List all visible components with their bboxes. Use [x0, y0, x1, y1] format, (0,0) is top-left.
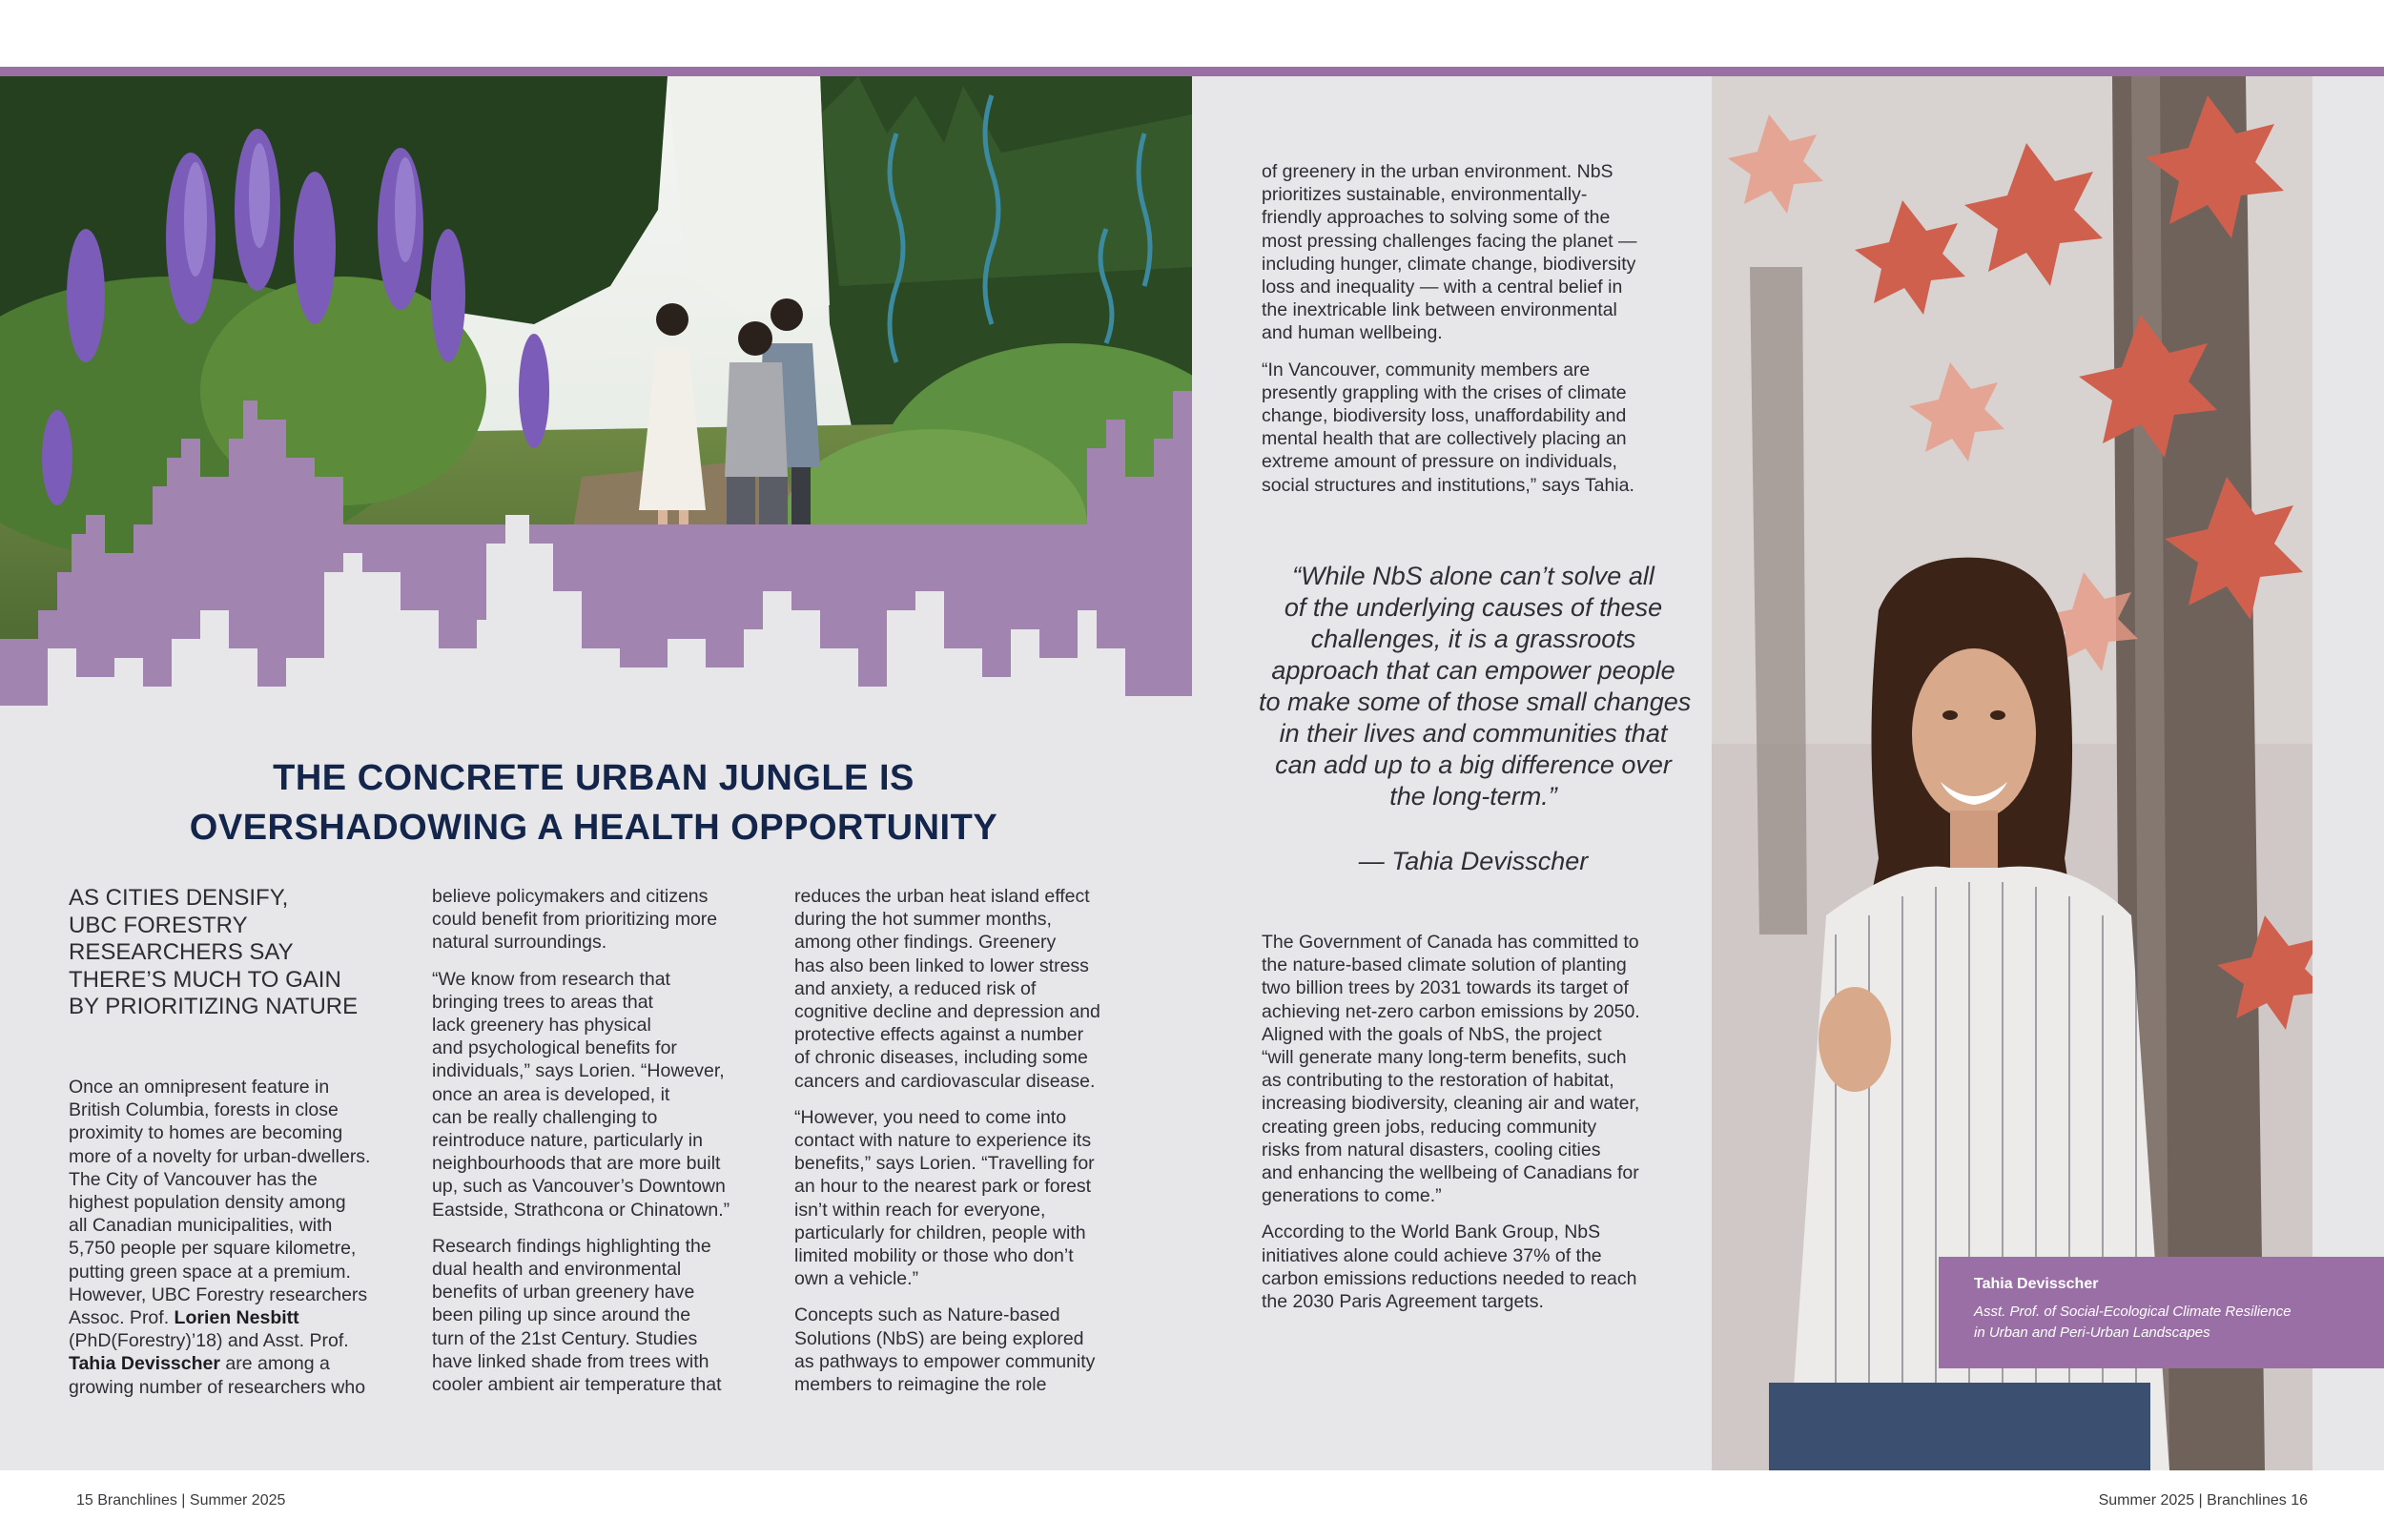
pull-quote-line: challenges, it is a grassroots	[1310, 625, 1636, 653]
paragraph	[69, 1076, 402, 1399]
text-line: creating green jobs, reducing community	[1262, 1116, 1597, 1138]
text-line: bringing trees to areas that	[432, 991, 653, 1013]
photo-caption	[1939, 1257, 2384, 1368]
text-line: “will generate many long-term benefits, such	[1262, 1047, 1627, 1069]
paragraph	[432, 885, 766, 955]
text-line: neighbourhoods that are more built	[432, 1153, 721, 1175]
text-line: 5,750 people per square kilometre,	[69, 1238, 357, 1260]
text-line: contact with nature to experience its	[794, 1130, 1092, 1152]
deck-line: RESEARCHERS SAY	[69, 939, 294, 965]
deck	[69, 885, 383, 1021]
text-line: the nature-based climate solution of planting	[1262, 955, 1627, 976]
paragraph	[794, 885, 1138, 1093]
text-line: highest population density among	[69, 1192, 346, 1214]
caption-role	[1974, 1302, 2367, 1344]
text-line: members to reimagine the role	[794, 1374, 1047, 1396]
text-fragment: Assoc. Prof.	[69, 1307, 175, 1329]
text-line: reduces the urban heat island effect	[794, 886, 1090, 907]
text-line: prioritizes sustainable, environmentally-	[1262, 184, 1588, 206]
text-line: two billion trees by 2031 towards its target of	[1262, 977, 1629, 999]
text-line: “In Vancouver, community members are	[1262, 359, 1591, 380]
text-line: loss and inequality — with a central belief in	[1262, 277, 1623, 298]
text-line: Solutions (NbS) are being explored	[794, 1327, 1084, 1349]
text-line: “However, you need to come into	[794, 1106, 1067, 1128]
body-column-2	[432, 885, 766, 1409]
text-line: friendly approaches to solving some of the	[1262, 207, 1611, 229]
pull-quote-line: of the underlying causes of these	[1284, 593, 1663, 622]
body-column-5	[1262, 931, 1681, 1326]
caption-role-line: Asst. Prof. of Social-Ecological Climate Resilience	[1974, 1304, 2292, 1320]
text-line: reintroduce nature, particularly in	[432, 1130, 703, 1152]
text-line: could benefit from prioritizing more	[432, 909, 718, 931]
accent-rule	[0, 67, 2384, 76]
deck-line: BY PRIORITIZING NATURE	[69, 994, 359, 1019]
text-line: isn’t within reach for everyone,	[794, 1199, 1046, 1221]
text-line: risks from natural disasters, cooling cities	[1262, 1139, 1601, 1160]
text-line: more of a novelty for urban-dwellers.	[69, 1145, 371, 1167]
pull-quote-line: can add up to a big difference over	[1275, 750, 1672, 779]
text-line: proximity to homes are becoming	[69, 1122, 343, 1144]
text-line: as pathways to empower community	[794, 1350, 1096, 1372]
paragraph	[794, 1106, 1138, 1291]
top-margin	[0, 0, 2384, 67]
deck-line: THERE’S MUCH TO GAIN	[69, 966, 341, 993]
text-line: own a vehicle.”	[794, 1268, 919, 1290]
text-line: mental health that are collectively placing an	[1262, 428, 1627, 450]
text-line: and enhancing the wellbeing of Canadians for	[1262, 1162, 1639, 1184]
paragraph	[432, 1235, 766, 1396]
paragraph	[1262, 1221, 1681, 1313]
text-line: extreme amount of pressure on individuals,	[1262, 451, 1617, 473]
text-line: believe policymakers and citizens	[432, 886, 709, 907]
deck-line: AS CITIES DENSIFY,	[69, 885, 289, 911]
text-line: the inextricable link between environmental	[1262, 299, 1617, 321]
researcher-name: Tahia Devisscher	[69, 1353, 220, 1375]
text-line: once an area is developed, it	[432, 1083, 670, 1105]
text-line: turn of the 21st Century. Studies	[432, 1327, 698, 1349]
text-line: According to the World Bank Group, NbS	[1262, 1222, 1601, 1243]
researcher-name: Lorien Nesbitt	[174, 1307, 299, 1329]
text-line: up, such as Vancouver’s Downtown	[432, 1176, 726, 1198]
text-line: cognitive decline and depression and	[794, 1001, 1100, 1023]
text-line: has also been linked to lower stress	[794, 955, 1089, 976]
text-line: Eastside, Strathcona or Chinatown.”	[432, 1199, 730, 1221]
text-line: limited mobility or those who don’t	[794, 1245, 1074, 1267]
text-line: of greenery in the urban environment. NbS	[1262, 161, 1613, 182]
caption-role-line: in Urban and Peri-Urban Landscapes	[1974, 1324, 2210, 1341]
text-line: during the hot summer months,	[794, 909, 1052, 931]
text-line: Aligned with the goals of NbS, the project	[1262, 1023, 1602, 1045]
pull-quote-line: to make some of those small changes	[1259, 688, 1692, 716]
headline	[76, 753, 1111, 852]
text-line: and psychological benefits for	[432, 1037, 677, 1059]
paragraph	[794, 1304, 1138, 1396]
text-line: generations to come.”	[1262, 1185, 1442, 1207]
text-line	[69, 1306, 402, 1329]
text-line: lack greenery has physical	[432, 1015, 651, 1037]
paragraph	[1262, 160, 1681, 345]
text-line: increasing biodiversity, cleaning air and water,	[1262, 1093, 1640, 1115]
text-line: all Canadian municipalities, with	[69, 1215, 333, 1237]
paragraph	[432, 968, 766, 1222]
paragraph	[1262, 931, 1681, 1207]
text-line: the 2030 Paris Agreement targets.	[1262, 1291, 1544, 1313]
text-line: dual health and environmental	[432, 1259, 682, 1281]
text-line: achieving net-zero carbon emissions by 2050.	[1262, 1000, 1640, 1022]
text-line: particularly for children, people with	[794, 1222, 1086, 1243]
text-line: natural surroundings.	[432, 932, 607, 954]
pull-quote-line: in their lives and communities that	[1279, 719, 1668, 748]
text-line: protective effects against a number	[794, 1024, 1084, 1046]
text-line: “We know from research that	[432, 968, 670, 990]
text-line: of chronic diseases, including some	[794, 1047, 1088, 1069]
headline-line: THE CONCRETE URBAN JUNGLE IS	[273, 758, 915, 798]
pull-quote-line: “While NbS alone can’t solve all	[1292, 562, 1654, 590]
text-line: British Columbia, forests in close	[69, 1099, 339, 1121]
pull-quote-line: the long-term.”	[1389, 782, 1557, 811]
text-line: cooler ambient air temperature that	[432, 1374, 722, 1396]
body-column-4	[1262, 160, 1681, 510]
text-line: among other findings. Greenery	[794, 932, 1057, 954]
footer	[0, 1470, 2384, 1540]
body-column-3	[794, 885, 1138, 1409]
folio-left: 15 Branchlines | Summer 2025	[76, 1492, 286, 1509]
headline-line: OVERSHADOWING A HEALTH OPPORTUNITY	[189, 808, 998, 848]
pull-quote-line: approach that can empower people	[1271, 656, 1675, 685]
text-line: been piling up since around the	[432, 1304, 691, 1326]
text-line: individuals,” says Lorien. “However,	[432, 1060, 725, 1082]
text-line: an hour to the nearest park or forest	[794, 1176, 1092, 1198]
text-line: putting green space at a premium.	[69, 1261, 351, 1283]
folio-right: Summer 2025 | Branchlines 16	[2098, 1492, 2308, 1509]
text-line: Research findings highlighting the	[432, 1235, 711, 1257]
text-line	[69, 1352, 402, 1375]
text-line: growing number of researchers who	[69, 1376, 366, 1398]
text-line: carbon emissions reductions needed to reach	[1262, 1267, 1637, 1289]
text-line: change, biodiversity loss, unaffordability and	[1262, 405, 1627, 427]
text-line: can be really challenging to	[432, 1106, 658, 1128]
text-line: cancers and cardiovascular disease.	[794, 1070, 1096, 1092]
garden-photo	[0, 76, 1192, 763]
text-line: (PhD(Forestry)’18) and Asst. Prof.	[69, 1330, 349, 1352]
text-line: social structures and institutions,” says Tahia.	[1262, 474, 1634, 496]
text-line: as contributing to the restoration of habitat,	[1262, 1070, 1614, 1092]
pull-quote-attribution: — Tahia Devisscher	[1358, 847, 1589, 875]
text-line: most pressing challenges facing the planet —	[1262, 230, 1637, 252]
pull-quote	[1259, 561, 1692, 812]
text-line: and anxiety, a reduced risk of	[794, 977, 1037, 999]
paragraph	[1262, 359, 1681, 497]
text-fragment: are among a	[219, 1353, 330, 1375]
text-line: The City of Vancouver has the	[69, 1168, 318, 1190]
caption-name: Tahia Devisscher	[1974, 1276, 2099, 1292]
text-line: and human wellbeing.	[1262, 322, 1443, 344]
text-line: benefits,” says Lorien. “Travelling for	[794, 1153, 1095, 1175]
text-line: The Government of Canada has committed to	[1262, 932, 1639, 953]
text-line: Once an omnipresent feature in	[69, 1077, 330, 1098]
text-line: presently grappling with the crises of climate	[1262, 381, 1627, 403]
text-line: However, UBC Forestry researchers	[69, 1283, 368, 1305]
text-line: initiatives alone could achieve 37% of the	[1262, 1244, 1602, 1266]
deck-line: UBC FORESTRY	[69, 912, 248, 938]
text-line: have linked shade from trees with	[432, 1350, 709, 1372]
text-line: Concepts such as Nature-based	[794, 1304, 1060, 1326]
text-line: including hunger, climate change, biodiversity	[1262, 253, 1636, 275]
body-column-1	[69, 1076, 402, 1412]
text-line: benefits of urban greenery have	[432, 1282, 695, 1304]
